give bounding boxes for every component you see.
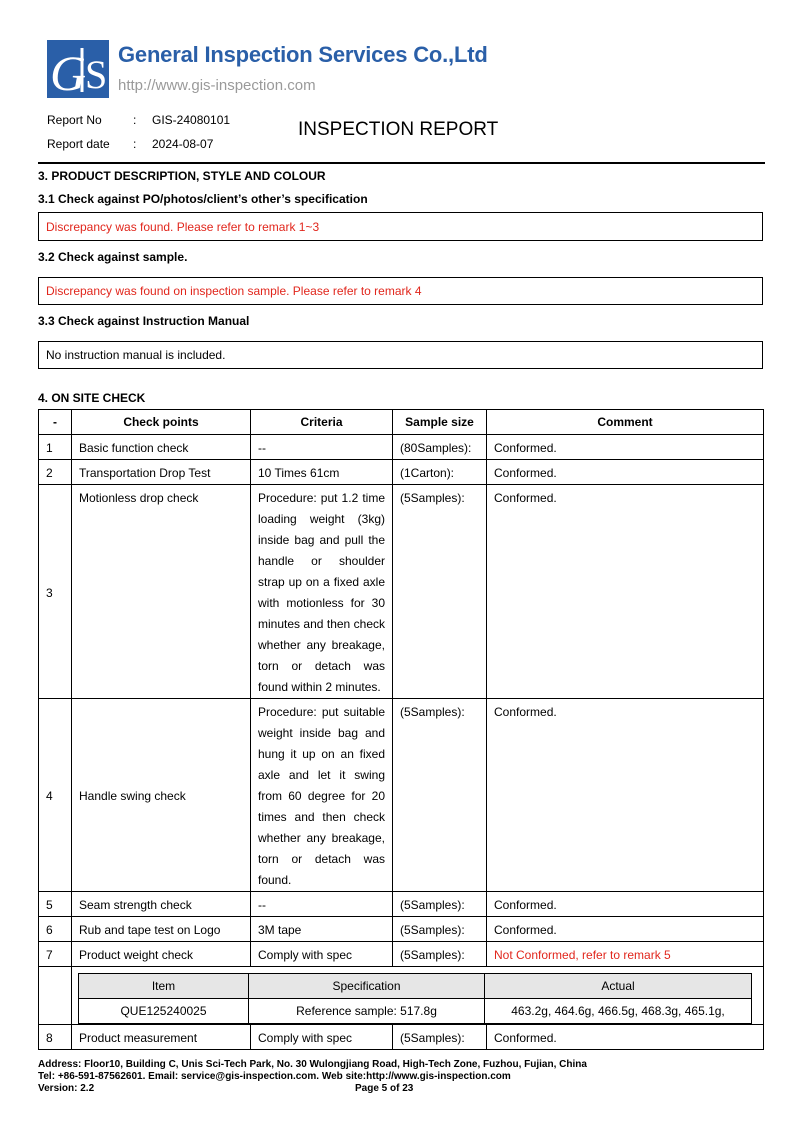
row-number: 3 xyxy=(39,485,72,699)
empty-cell xyxy=(39,967,72,1025)
comment: Conformed. xyxy=(487,1025,764,1050)
weight-header-row xyxy=(79,974,752,999)
comment: Conformed. xyxy=(487,460,764,485)
check-point: Rub and tape test on Logo xyxy=(72,917,251,942)
company-website: http://www.gis-inspection.com xyxy=(118,77,316,94)
row-number: 5 xyxy=(39,892,72,917)
page-number: Page 5 of 23 xyxy=(355,1083,414,1094)
sample-size: (5Samples): xyxy=(393,1025,487,1050)
column-header: Criteria xyxy=(251,410,393,435)
report-no-label: Report No xyxy=(47,113,102,127)
section-3-2-result: Discrepancy was found on inspection sample. Please refer to remark 4 xyxy=(38,277,763,305)
column-header: Sample size xyxy=(393,410,487,435)
criteria: Procedure: put suitable weight inside bag and hung it up on an fixed axle and let it swing from 60 degree for 20 times and then check whether any breakage, torn or detach was found. xyxy=(251,699,393,892)
item-code: QUE125240025 xyxy=(79,999,249,1024)
criteria: Procedure: put 1.2 time loading weight (3kg) inside bag and pull the handle or shoulder strap up on a fixed axle with motionless for 30 minutes and then check whether any breakage, torn or detach was found within 2 minutes. xyxy=(251,485,393,699)
criteria: Comply with spec xyxy=(251,942,393,967)
table-row xyxy=(39,435,764,460)
row-number: 4 xyxy=(39,699,72,892)
comment: Conformed. xyxy=(487,485,764,699)
section-3-1-heading: 3.1 Check against PO/photos/client’s other’s specification xyxy=(38,192,368,206)
comment-not-conformed: Not Conformed, refer to remark 5 xyxy=(487,942,764,967)
check-point: Motionless drop check xyxy=(72,485,251,699)
report-date-label: Report date xyxy=(47,137,110,151)
section-3-3-result: No instruction manual is included. xyxy=(38,341,763,369)
header-divider xyxy=(38,162,765,164)
row-number: 6 xyxy=(39,917,72,942)
report-title: INSPECTION REPORT xyxy=(298,119,499,140)
criteria: Comply with spec xyxy=(251,1025,393,1050)
sample-size: (5Samples): xyxy=(393,699,487,892)
comment: Conformed. xyxy=(487,917,764,942)
check-point: Seam strength check xyxy=(72,892,251,917)
sample-size: (1Carton): xyxy=(393,460,487,485)
check-point: Handle swing check xyxy=(72,699,251,892)
sample-size: (80Samples): xyxy=(393,435,487,460)
company-name: General Inspection Services Co.,Ltd xyxy=(118,42,488,67)
table-row xyxy=(39,460,764,485)
column-header: Item xyxy=(79,974,249,999)
footer-version: Version: 2.2 xyxy=(38,1083,95,1094)
criteria: 10 Times 61cm xyxy=(251,460,393,485)
table-row xyxy=(39,942,764,967)
comment: Conformed. xyxy=(487,892,764,917)
check-point: Basic function check xyxy=(72,435,251,460)
criteria: -- xyxy=(251,435,393,460)
check-point: Product measurement xyxy=(72,1025,251,1050)
row-number: 7 xyxy=(39,942,72,967)
sample-size: (5Samples): xyxy=(393,485,487,699)
section-3-3-heading: 3.3 Check against Instruction Manual xyxy=(38,314,250,328)
row-number: 1 xyxy=(39,435,72,460)
actual-weights: 463.2g, 464.6g, 466.5g, 468.3g, 465.1g, xyxy=(485,999,752,1024)
section-3-2-heading: 3.2 Check against sample. xyxy=(38,250,188,264)
row-number: 2 xyxy=(39,460,72,485)
company-logo xyxy=(47,40,109,98)
column-header: Actual xyxy=(485,974,752,999)
footer-address: Address: Floor10, Building C, Unis Sci-Tech Park, No. 30 Wulongjiang Road, High-Tech Zone, Fuzhou, Fujian, China xyxy=(38,1059,587,1070)
report-no-value: GIS-24080101 xyxy=(152,113,231,127)
column-header: Comment xyxy=(487,410,764,435)
check-point: Transportation Drop Test xyxy=(72,460,251,485)
column-header: Check points xyxy=(72,410,251,435)
section-3-heading: 3. PRODUCT DESCRIPTION, STYLE AND COLOUR xyxy=(38,169,326,183)
colon: : xyxy=(133,113,137,127)
column-header: - xyxy=(39,410,72,435)
comment: Conformed. xyxy=(487,435,764,460)
table-row xyxy=(39,892,764,917)
weight-detail-cell xyxy=(72,967,764,1025)
report-date-value: 2024-08-07 xyxy=(152,137,214,151)
column-header: Specification xyxy=(249,974,485,999)
row-number: 8 xyxy=(39,1025,72,1050)
on-site-check-table xyxy=(38,409,764,1050)
table-row xyxy=(39,485,764,699)
colon: : xyxy=(133,137,137,151)
criteria: -- xyxy=(251,892,393,917)
weight-detail-table xyxy=(78,973,752,1024)
svg-text:G: G xyxy=(50,45,87,98)
table-row xyxy=(39,1025,764,1050)
table-row xyxy=(39,699,764,892)
sample-size: (5Samples): xyxy=(393,942,487,967)
svg-text:S: S xyxy=(85,52,108,97)
table-header-row xyxy=(39,410,764,435)
section-4-heading: 4. ON SITE CHECK xyxy=(38,391,146,405)
weight-data-row xyxy=(79,999,752,1024)
section-3-1-result: Discrepancy was found. Please refer to remark 1~3 xyxy=(38,212,763,241)
sample-size: (5Samples): xyxy=(393,892,487,917)
check-point: Product weight check xyxy=(72,942,251,967)
criteria: 3M tape xyxy=(251,917,393,942)
table-row xyxy=(39,917,764,942)
sample-size: (5Samples): xyxy=(393,917,487,942)
comment: Conformed. xyxy=(487,699,764,892)
specification: Reference sample: 517.8g xyxy=(249,999,485,1024)
weight-detail-row xyxy=(39,967,764,1025)
footer-contact: Tel: +86-591-87562601. Email: service@gis-inspection.com. Web site:http://www.gis-inspection.com xyxy=(38,1071,511,1082)
